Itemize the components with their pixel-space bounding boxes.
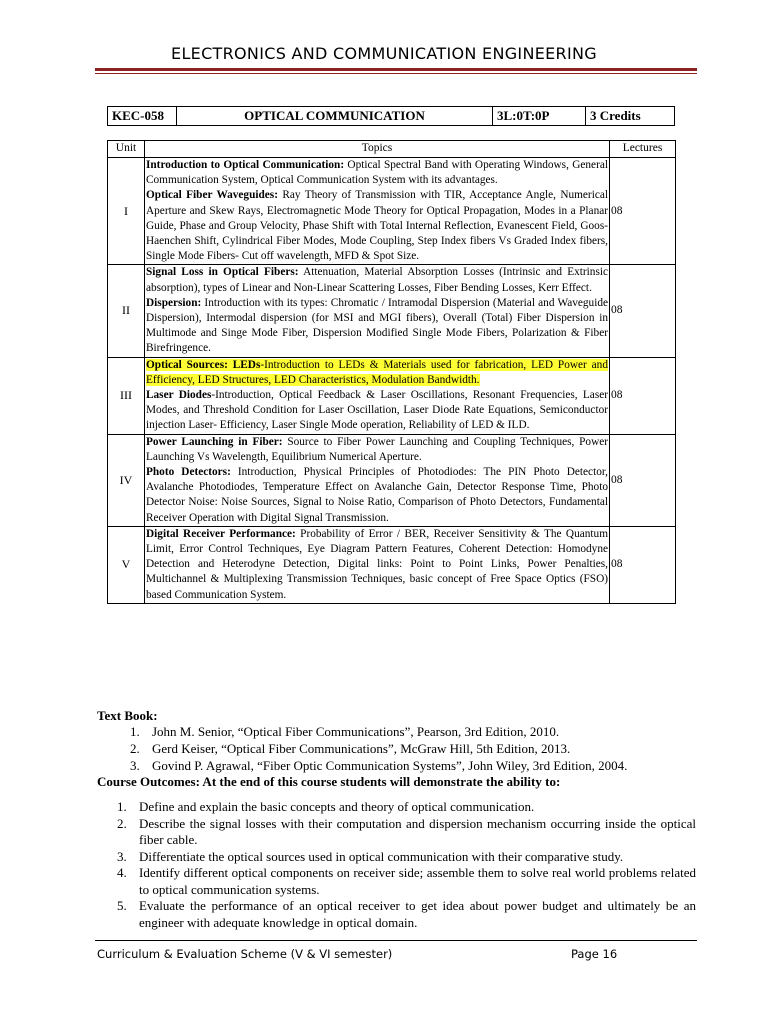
topic-paragraph (146, 435, 608, 465)
course-name: OPTICAL COMMUNICATION (177, 107, 493, 126)
topic-text: -Introduction to LEDs & Materials used for fabrication, LED Power and Efficiency, LED Structures, LED Characteristics, Modulation Bandwidth. (146, 358, 608, 386)
footer-rule (95, 940, 697, 941)
unit-number: V (108, 526, 145, 603)
outcome-text: Describe the signal losses with their computation and dispersion mechanism occurring inside the optical fiber cable. (139, 815, 696, 847)
syllabus-table (107, 140, 676, 604)
syllabus-row (108, 434, 676, 526)
unit-number: I (108, 158, 145, 265)
topic-paragraph (146, 296, 608, 357)
unit-number: II (108, 265, 145, 357)
topic-paragraph (146, 158, 608, 188)
topic-paragraph (146, 388, 608, 434)
course-outcome-item (117, 816, 696, 849)
textbook-number: 2. (130, 741, 140, 756)
unit-topics (145, 526, 610, 603)
textbook-heading: Text Book: (97, 708, 158, 723)
textbook-number: 3. (130, 758, 140, 773)
footer-left: Curriculum & Evaluation Scheme (V & VI semester) (97, 947, 393, 961)
textbook-number: 1. (130, 724, 140, 739)
course-info-table (107, 106, 675, 126)
topic-text: Ray Theory of Transmission with TIR, Acceptance Angle, Numerical Aperture and Skew Rays, Electromagnetic Mode Theory for Optical Propagation, Modes in a Planar Guide, Phase and Group Velocity, Phase Shift with Total Internal Reflection, Evanescent Field, Goos-Haenchen Shift, Cylindrical Fiber Modes, Mode Coupling, Step Index fibers Vs Graded Index fibers, Single Mode Fibers- Cut off wavelength, MFD & Spot Size. (146, 189, 608, 263)
lecture-count: 08 (610, 265, 676, 357)
syllabus-body (108, 158, 676, 604)
unit-number: III (108, 357, 145, 434)
outcome-number: 5. (117, 898, 127, 913)
course-outcomes-list (117, 799, 696, 931)
header-title: ELECTRONICS AND COMMUNICATION ENGINEERING (171, 44, 597, 63)
col-lectures-header: Lectures (610, 141, 676, 158)
topic-text: Optical Spectral Band with Operating Windows, General Communication System, Optical Communication System with its advantages. (146, 159, 608, 187)
textbook-item (97, 757, 697, 774)
topic-text: Attenuation, Material Absorption Losses (Intrinsic and Extrinsic absorption), types of Linear and Non-Linear Scattering Losses, Fiber Bending Losses, Kerr Effect. (146, 266, 608, 294)
topic-text: Introduction with its types: Chromatic / Intramodal Dispersion (Material and Waveguide Dispersion), Intermodal dispersion (for MSI and MGI fibers), Overall (Total) Fiber Dispersion in Multimode and Singe Mode Fiber, Dispersion Modified Single Mode Fibers, Polarization & Fiber Birefringence. (146, 296, 608, 355)
unit-number: IV (108, 434, 145, 526)
topic-title: Digital Receiver Performance: (146, 527, 296, 540)
outcome-number: 4. (117, 865, 127, 880)
outcome-text: Differentiate the optical sources used in optical communication with their comparative study. (139, 848, 624, 864)
unit-topics (145, 434, 610, 526)
topic-title: Dispersion: (146, 296, 202, 309)
syllabus-row (108, 158, 676, 265)
topic-title: Signal Loss in Optical Fibers: (146, 266, 299, 279)
page-number: Page 16 (571, 947, 618, 961)
textbook-item (97, 723, 697, 740)
col-unit-header: Unit (108, 141, 145, 158)
topic-text: -Introduction, Optical Feedback & Laser Oscillations, Resonant Frequencies, Laser Modes, and Threshold Condition for Laser Oscillation, Laser Diode Rate Equations, Semiconductor injection Laser- Efficiency, Laser Single Mode operation, Reliability of LED & ILD. (146, 389, 608, 432)
textbook-list (97, 723, 697, 774)
course-code: KEC-058 (108, 107, 177, 126)
syllabus-row (108, 526, 676, 603)
course-outcome-item (117, 799, 696, 816)
topic-text: Introduction, Physical Principles of Photodiodes: The PIN Photo Detector, Avalanche Photodiodes, Temperature Effect on Avalanche Gain, Detector Response Time, Photo Detector Noise: Noise Sources, Signal to Noise Ratio, Comparison of Photo Detectors, Fundamental Receiver Operation with Digital Signal Transmission. (146, 466, 608, 524)
lecture-count: 08 (610, 158, 676, 265)
lecture-count: 08 (610, 526, 676, 603)
textbook-text: Gerd Keiser, “Optical Fiber Communications”, McGraw Hill, 5th Edition, 2013. (152, 741, 571, 756)
unit-topics (145, 158, 610, 265)
course-outcome-item (117, 849, 696, 866)
outcome-text: Define and explain the basic concepts and theory of optical communication. (139, 799, 535, 814)
outcome-number: 2. (117, 815, 127, 831)
topic-paragraph (146, 527, 608, 603)
header-rule (95, 68, 697, 71)
topic-title: Laser Diodes (146, 389, 212, 402)
topic-text: Probability of Error / BER, Receiver Sensitivity & The Quantum Limit, Error Control Techniques, Eye Diagram Pattern Features, Coherent Detection: Homodyne Detection and Heterodyne Detection, Digital links: Point to Point Links, Power Penalties, Multichannel & Multiplexing Transmission Techniques, basic concept of Free Space Optics (FSO) based Communication System. (146, 527, 608, 601)
syllabus-row (108, 265, 676, 357)
outcome-text: Identify different optical components on receiver side; assemble them to solve real world problems related to optical communication systems. (139, 865, 696, 897)
lecture-count: 08 (610, 434, 676, 526)
header-rule-thin (95, 73, 697, 74)
textbook-text: John M. Senior, “Optical Fiber Communications”, Pearson, 3rd Edition, 2010. (152, 724, 560, 739)
outcome-text: Evaluate the performance of an optical receiver to get idea about power budget and ultimately be an engineer with adequate knowledge in optical domain. (139, 898, 696, 930)
course-outcome-item (117, 865, 696, 898)
syllabus-row (108, 357, 676, 434)
course-outcome-item (117, 898, 696, 931)
topic-paragraph (146, 358, 608, 388)
topic-title: Optical Fiber Waveguides: (146, 189, 278, 202)
topic-title: Power Launching in Fiber: (146, 435, 283, 448)
course-credits: 3 Credits (586, 107, 675, 126)
textbook-item (97, 740, 697, 757)
unit-topics (145, 357, 610, 434)
topic-title: Introduction to Optical Communication: (146, 159, 345, 171)
topic-paragraph (146, 465, 608, 526)
col-topics-header: Topics (145, 141, 610, 158)
topic-title: Optical Sources: LEDs (146, 358, 261, 371)
topic-title: Photo Detectors: (146, 466, 231, 479)
course-outcomes-heading: Course Outcomes: At the end of this course students will demonstrate the ability to: (97, 774, 561, 789)
outcome-number: 3. (117, 848, 127, 864)
textbook-text: Govind P. Agrawal, “Fiber Optic Communication Systems”, John Wiley, 3rd Edition, 2004. (152, 758, 628, 773)
course-ltp: 3L:0T:0P (493, 107, 586, 126)
topic-paragraph (146, 265, 608, 295)
topic-paragraph (146, 188, 608, 264)
unit-topics (145, 265, 610, 357)
topic-text: Source to Fiber Power Launching and Coupling Techniques, Power Launching Vs Wavelength, Equilibrium Numerical Aperture. (146, 435, 608, 463)
lecture-count: 08 (610, 357, 676, 434)
outcome-number: 1. (117, 799, 127, 814)
